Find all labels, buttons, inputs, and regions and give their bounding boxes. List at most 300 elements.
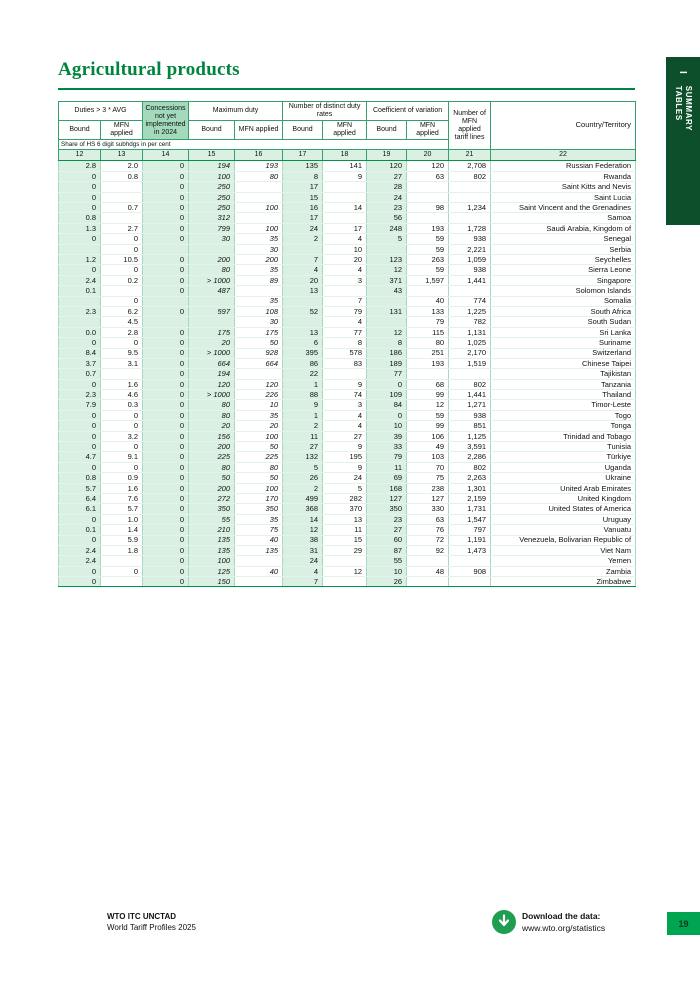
value-cell-col-17: 86 [283, 358, 323, 368]
value-cell-col-17: 5 [283, 462, 323, 472]
value-cell-col-21: 1,225 [449, 306, 491, 316]
value-cell-col-20 [407, 213, 449, 223]
value-cell-col-15: 200 [189, 442, 235, 452]
value-cell-col-20: 99 [407, 421, 449, 431]
value-cell-col-13 [101, 182, 143, 192]
section-tab-text [666, 57, 700, 225]
value-cell-col-14: 0 [143, 525, 189, 535]
value-cell-col-20: 68 [407, 379, 449, 389]
table-row [59, 400, 636, 410]
value-cell-col-18: 79 [323, 306, 367, 316]
value-cell-col-16: 226 [235, 390, 283, 400]
value-cell-col-17 [283, 317, 323, 327]
value-cell-col-15: 664 [189, 358, 235, 368]
table-row [59, 182, 636, 192]
value-cell-col-15: > 1000 [189, 390, 235, 400]
value-cell-col-17: 7 [283, 577, 323, 587]
value-cell-col-19 [367, 296, 407, 306]
value-cell-col-21: 782 [449, 317, 491, 327]
value-cell-col-13 [101, 192, 143, 202]
value-cell-col-18: 9 [323, 171, 367, 181]
value-cell-col-16: 350 [235, 504, 283, 514]
value-cell-col-19: 33 [367, 442, 407, 452]
subheader-bound: Bound [367, 121, 407, 140]
value-cell-col-14: 0 [143, 192, 189, 202]
value-cell-col-18 [323, 182, 367, 192]
group-duties: Duties > 3 * AVG [59, 102, 143, 121]
country-cell: Vanuatu [491, 525, 636, 535]
value-cell-col-18 [323, 192, 367, 202]
value-cell-col-18 [323, 556, 367, 566]
value-cell-col-12: 4.7 [59, 452, 101, 462]
value-cell-col-14: 0 [143, 556, 189, 566]
value-cell-col-21: 2,221 [449, 244, 491, 254]
value-cell-col-17: 9 [283, 400, 323, 410]
value-cell-col-12: 0.0 [59, 327, 101, 337]
value-cell-col-20: 59 [407, 410, 449, 420]
col-number-12: 12 [59, 150, 101, 161]
value-cell-col-21: 1,547 [449, 514, 491, 524]
value-cell-col-19: 371 [367, 275, 407, 285]
value-cell-col-20: 263 [407, 254, 449, 264]
value-cell-col-13: 4.5 [101, 317, 143, 327]
value-cell-col-15: 135 [189, 545, 235, 555]
value-cell-col-17: 4 [283, 265, 323, 275]
country-cell: Tonga [491, 421, 636, 431]
value-cell-col-13: 0 [101, 410, 143, 420]
value-cell-col-15: 250 [189, 182, 235, 192]
table-row [59, 462, 636, 472]
value-cell-col-17: 395 [283, 348, 323, 358]
table-row [59, 306, 636, 316]
table-row [59, 577, 636, 587]
value-cell-col-20 [407, 182, 449, 192]
value-cell-col-17: 38 [283, 535, 323, 545]
value-cell-col-20: 103 [407, 452, 449, 462]
value-cell-col-20: 133 [407, 306, 449, 316]
col-number-14: 14 [143, 150, 189, 161]
title-rule [58, 88, 635, 90]
value-cell-col-18: 195 [323, 452, 367, 462]
value-cell-col-17: 14 [283, 514, 323, 524]
value-cell-col-14: 0 [143, 275, 189, 285]
value-cell-col-17: 24 [283, 556, 323, 566]
table-row [59, 535, 636, 545]
value-cell-col-14 [143, 317, 189, 327]
value-cell-col-14: 0 [143, 545, 189, 555]
value-cell-col-14: 0 [143, 473, 189, 483]
col-number-20: 20 [407, 150, 449, 161]
value-cell-col-18: 29 [323, 545, 367, 555]
value-cell-col-18: 4 [323, 421, 367, 431]
value-cell-col-14: 0 [143, 514, 189, 524]
value-cell-col-21: 908 [449, 566, 491, 576]
value-cell-col-18 [323, 577, 367, 587]
value-cell-col-12: 2.8 [59, 161, 101, 171]
value-cell-col-21 [449, 182, 491, 192]
value-cell-col-15: 80 [189, 400, 235, 410]
value-cell-col-19: 39 [367, 431, 407, 441]
value-cell-col-13: 9.1 [101, 452, 143, 462]
value-cell-col-19: 23 [367, 514, 407, 524]
value-cell-col-15: 150 [189, 577, 235, 587]
value-cell-col-12 [59, 244, 101, 254]
value-cell-col-14: 0 [143, 566, 189, 576]
value-cell-col-16 [235, 369, 283, 379]
value-cell-col-15: 80 [189, 410, 235, 420]
value-cell-col-16 [235, 213, 283, 223]
country-cell: Sierra Leone [491, 265, 636, 275]
value-cell-col-20: 330 [407, 504, 449, 514]
value-cell-col-14: 0 [143, 203, 189, 213]
table-row [59, 442, 636, 452]
value-cell-col-13: 1.4 [101, 525, 143, 535]
value-cell-col-19: 69 [367, 473, 407, 483]
value-cell-col-19: 109 [367, 390, 407, 400]
country-cell: Senegal [491, 234, 636, 244]
country-cell: Thailand [491, 390, 636, 400]
value-cell-col-18: 9 [323, 379, 367, 389]
value-cell-col-15: 175 [189, 327, 235, 337]
value-cell-col-21 [449, 192, 491, 202]
value-cell-col-20: 75 [407, 473, 449, 483]
col-number-17: 17 [283, 150, 323, 161]
value-cell-col-18: 13 [323, 514, 367, 524]
value-cell-col-14: 0 [143, 379, 189, 389]
value-cell-col-17: 31 [283, 545, 323, 555]
value-cell-col-20 [407, 369, 449, 379]
value-cell-col-12 [59, 317, 101, 327]
subheader-mfn-applied: MFN applied [407, 121, 449, 140]
value-cell-col-12: 0 [59, 203, 101, 213]
value-cell-col-18: 11 [323, 525, 367, 535]
value-cell-col-14: 0 [143, 286, 189, 296]
value-cell-col-14: 0 [143, 535, 189, 545]
value-cell-col-13: 1.6 [101, 483, 143, 493]
value-cell-col-14: 0 [143, 223, 189, 233]
value-cell-col-19: 55 [367, 556, 407, 566]
value-cell-col-17: 2 [283, 234, 323, 244]
table-row [59, 171, 636, 181]
section-label: SUMMARY TABLES [674, 85, 694, 131]
country-cell: Chinese Taipei [491, 358, 636, 368]
country-cell: Russian Federation [491, 161, 636, 171]
value-cell-col-21 [449, 286, 491, 296]
value-cell-col-20 [407, 556, 449, 566]
value-cell-col-13: 3.1 [101, 358, 143, 368]
value-cell-col-17: 6 [283, 338, 323, 348]
value-cell-col-14: 0 [143, 577, 189, 587]
value-cell-col-13: 0 [101, 265, 143, 275]
table-row [59, 369, 636, 379]
value-cell-col-21: 1,025 [449, 338, 491, 348]
value-cell-col-14: 0 [143, 254, 189, 264]
country-cell: Switzerland [491, 348, 636, 358]
value-cell-col-13 [101, 213, 143, 223]
subheader-mfn-applied: MFN applied [323, 121, 367, 140]
value-cell-col-21: 1,441 [449, 275, 491, 285]
download-label: Download the data: [522, 911, 601, 921]
section-tab-summary-tables[interactable] [666, 57, 700, 225]
value-cell-col-17: 135 [283, 161, 323, 171]
value-cell-col-17: 16 [283, 203, 323, 213]
value-cell-col-13: 6.2 [101, 306, 143, 316]
table-row [59, 338, 636, 348]
value-cell-col-13: 0 [101, 462, 143, 472]
value-cell-col-16: 225 [235, 452, 283, 462]
value-cell-col-16 [235, 192, 283, 202]
value-cell-col-13: 0 [101, 296, 143, 306]
value-cell-col-16: 664 [235, 358, 283, 368]
value-cell-col-19: 120 [367, 161, 407, 171]
value-cell-col-17: 2 [283, 421, 323, 431]
value-cell-col-15: 272 [189, 493, 235, 503]
group-mfn-lines: Number of MFN applied tariff lines [449, 102, 491, 150]
value-cell-col-16: 928 [235, 348, 283, 358]
value-cell-col-16: 40 [235, 566, 283, 576]
table-row [59, 265, 636, 275]
country-cell: United Arab Emirates [491, 483, 636, 493]
country-cell: Suriname [491, 338, 636, 348]
col-number-19: 19 [367, 150, 407, 161]
value-cell-col-20: 59 [407, 265, 449, 275]
country-cell: Sri Lanka [491, 327, 636, 337]
value-cell-col-17: 11 [283, 431, 323, 441]
value-cell-col-14: 0 [143, 358, 189, 368]
value-cell-col-14: 0 [143, 338, 189, 348]
value-cell-col-17: 13 [283, 327, 323, 337]
value-cell-col-20: 120 [407, 161, 449, 171]
value-cell-col-17: 132 [283, 452, 323, 462]
value-cell-col-12: 0 [59, 192, 101, 202]
value-cell-col-19: 10 [367, 566, 407, 576]
value-cell-col-20: 92 [407, 545, 449, 555]
value-cell-col-21: 2,708 [449, 161, 491, 171]
country-cell: Singapore [491, 275, 636, 285]
value-cell-col-15: 350 [189, 504, 235, 514]
table-row [59, 545, 636, 555]
value-cell-col-18: 3 [323, 275, 367, 285]
share-note: Share of HS 6 digit subhdgs in per cent [59, 140, 189, 150]
value-cell-col-21: 1,731 [449, 504, 491, 514]
country-cell: United States of America [491, 504, 636, 514]
table-row [59, 223, 636, 233]
value-cell-col-15: 156 [189, 431, 235, 441]
table-row [59, 203, 636, 213]
country-cell: Yemen [491, 556, 636, 566]
value-cell-col-20: 238 [407, 483, 449, 493]
value-cell-col-21: 2,170 [449, 348, 491, 358]
table-row [59, 493, 636, 503]
value-cell-col-16: 30 [235, 317, 283, 327]
value-cell-col-15: 135 [189, 535, 235, 545]
value-cell-col-16: 200 [235, 254, 283, 264]
value-cell-col-12: 3.7 [59, 358, 101, 368]
country-cell: Togo [491, 410, 636, 420]
col-number-13: 13 [101, 150, 143, 161]
value-cell-col-12: 0.1 [59, 286, 101, 296]
value-cell-col-12: 0 [59, 442, 101, 452]
table-row [59, 358, 636, 368]
value-cell-col-14: 0 [143, 390, 189, 400]
value-cell-col-12: 0.8 [59, 213, 101, 223]
value-cell-col-15: 55 [189, 514, 235, 524]
value-cell-col-16: 108 [235, 306, 283, 316]
value-cell-col-15: 30 [189, 234, 235, 244]
value-cell-col-19: 189 [367, 358, 407, 368]
value-cell-col-14 [143, 296, 189, 306]
table-row [59, 254, 636, 264]
value-cell-col-15: 125 [189, 566, 235, 576]
value-cell-col-18: 9 [323, 462, 367, 472]
value-cell-col-12: 2.4 [59, 556, 101, 566]
value-cell-col-14: 0 [143, 161, 189, 171]
agricultural-products-table [58, 101, 636, 587]
table-row [59, 514, 636, 524]
value-cell-col-14: 0 [143, 182, 189, 192]
value-cell-col-16: 100 [235, 223, 283, 233]
value-cell-col-18: 3 [323, 400, 367, 410]
value-cell-col-19: 127 [367, 493, 407, 503]
value-cell-col-12: 0 [59, 566, 101, 576]
value-cell-col-14: 0 [143, 493, 189, 503]
country-cell: Saudi Arabia, Kingdom of [491, 223, 636, 233]
value-cell-col-12: 1.2 [59, 254, 101, 264]
value-cell-col-17 [283, 296, 323, 306]
value-cell-col-16: 40 [235, 535, 283, 545]
value-cell-col-16: 20 [235, 421, 283, 431]
value-cell-col-17: 1 [283, 410, 323, 420]
table-row [59, 296, 636, 306]
group-max-duty: Maximum duty [189, 102, 283, 121]
value-cell-col-20: 70 [407, 462, 449, 472]
value-cell-col-21 [449, 369, 491, 379]
value-cell-col-19: 8 [367, 338, 407, 348]
value-cell-col-15: > 1000 [189, 348, 235, 358]
value-cell-col-18: 578 [323, 348, 367, 358]
value-cell-col-14: 0 [143, 442, 189, 452]
value-cell-col-16: 30 [235, 244, 283, 254]
value-cell-col-21: 2,159 [449, 493, 491, 503]
value-cell-col-16: 10 [235, 400, 283, 410]
value-cell-col-19: 84 [367, 400, 407, 410]
country-cell: Somalia [491, 296, 636, 306]
value-cell-col-21: 1,059 [449, 254, 491, 264]
country-cell: Venezuela, Bolivarian Republic of [491, 535, 636, 545]
value-cell-col-16: 35 [235, 296, 283, 306]
value-cell-col-14: 0 [143, 483, 189, 493]
table-row [59, 286, 636, 296]
value-cell-col-13 [101, 369, 143, 379]
country-cell: Tunisia [491, 442, 636, 452]
value-cell-col-20: 79 [407, 317, 449, 327]
footer-publication-title: World Tariff Profiles 2025 [107, 923, 196, 932]
value-cell-col-12: 5.7 [59, 483, 101, 493]
value-cell-col-21: 774 [449, 296, 491, 306]
group-country: Country/Territory [491, 102, 636, 150]
country-cell: Seychelles [491, 254, 636, 264]
value-cell-col-19: 12 [367, 265, 407, 275]
download-url-link[interactable]: www.wto.org/statistics [522, 923, 606, 933]
value-cell-col-19: 26 [367, 577, 407, 587]
col-number-16: 16 [235, 150, 283, 161]
value-cell-col-14: 0 [143, 265, 189, 275]
value-cell-col-16: 135 [235, 545, 283, 555]
value-cell-col-13: 1.8 [101, 545, 143, 555]
value-cell-col-15: 50 [189, 473, 235, 483]
value-cell-col-18: 20 [323, 254, 367, 264]
col-number-22: 22 [491, 150, 636, 161]
value-cell-col-16: 80 [235, 171, 283, 181]
value-cell-col-19: 27 [367, 171, 407, 181]
value-cell-col-18: 27 [323, 431, 367, 441]
value-cell-col-12 [59, 296, 101, 306]
value-cell-col-21: 1,131 [449, 327, 491, 337]
value-cell-col-19: 350 [367, 504, 407, 514]
col-number-row [59, 150, 636, 161]
value-cell-col-20: 127 [407, 493, 449, 503]
value-cell-col-19: 12 [367, 327, 407, 337]
value-cell-col-20: 251 [407, 348, 449, 358]
value-cell-col-19: 60 [367, 535, 407, 545]
value-cell-col-13: 5.7 [101, 504, 143, 514]
value-cell-col-19: 43 [367, 286, 407, 296]
value-cell-col-18: 4 [323, 265, 367, 275]
value-cell-col-12: 0 [59, 431, 101, 441]
value-cell-col-12: 6.4 [59, 493, 101, 503]
table-row [59, 379, 636, 389]
subheader-bound: Bound [283, 121, 323, 140]
value-cell-col-16: 89 [235, 275, 283, 285]
value-cell-col-18: 77 [323, 327, 367, 337]
footer-organizations: WTO ITC UNCTAD [107, 912, 177, 921]
table-body [59, 161, 636, 587]
value-cell-col-17: 20 [283, 275, 323, 285]
table-row [59, 525, 636, 535]
value-cell-col-15: 200 [189, 254, 235, 264]
value-cell-col-17: 1 [283, 379, 323, 389]
value-cell-col-19 [367, 244, 407, 254]
value-cell-col-18: 15 [323, 535, 367, 545]
value-cell-col-13: 0 [101, 234, 143, 244]
group-distinct-rates: Number of distinct duty rates [283, 102, 367, 121]
value-cell-col-16: 100 [235, 483, 283, 493]
value-cell-col-15: 225 [189, 452, 235, 462]
value-cell-col-14: 0 [143, 171, 189, 181]
value-cell-col-21 [449, 213, 491, 223]
value-cell-col-12: 0 [59, 338, 101, 348]
value-cell-col-15 [189, 244, 235, 254]
value-cell-col-20: 59 [407, 244, 449, 254]
value-cell-col-12: 8.4 [59, 348, 101, 358]
value-cell-col-13: 0.3 [101, 400, 143, 410]
value-cell-col-20: 98 [407, 203, 449, 213]
value-cell-col-13: 4.6 [101, 390, 143, 400]
value-cell-col-20: 40 [407, 296, 449, 306]
value-cell-col-21: 938 [449, 234, 491, 244]
table-row [59, 234, 636, 244]
value-cell-col-16: 35 [235, 514, 283, 524]
value-cell-col-13: 1.6 [101, 379, 143, 389]
value-cell-col-18: 12 [323, 566, 367, 576]
value-cell-col-20 [407, 192, 449, 202]
country-cell: Rwanda [491, 171, 636, 181]
value-cell-col-19: 5 [367, 234, 407, 244]
group-concessions: Concessions not yet implemented in 2024 [143, 102, 189, 140]
value-cell-col-20: 49 [407, 442, 449, 452]
value-cell-col-15: 210 [189, 525, 235, 535]
value-cell-col-17: 7 [283, 254, 323, 264]
